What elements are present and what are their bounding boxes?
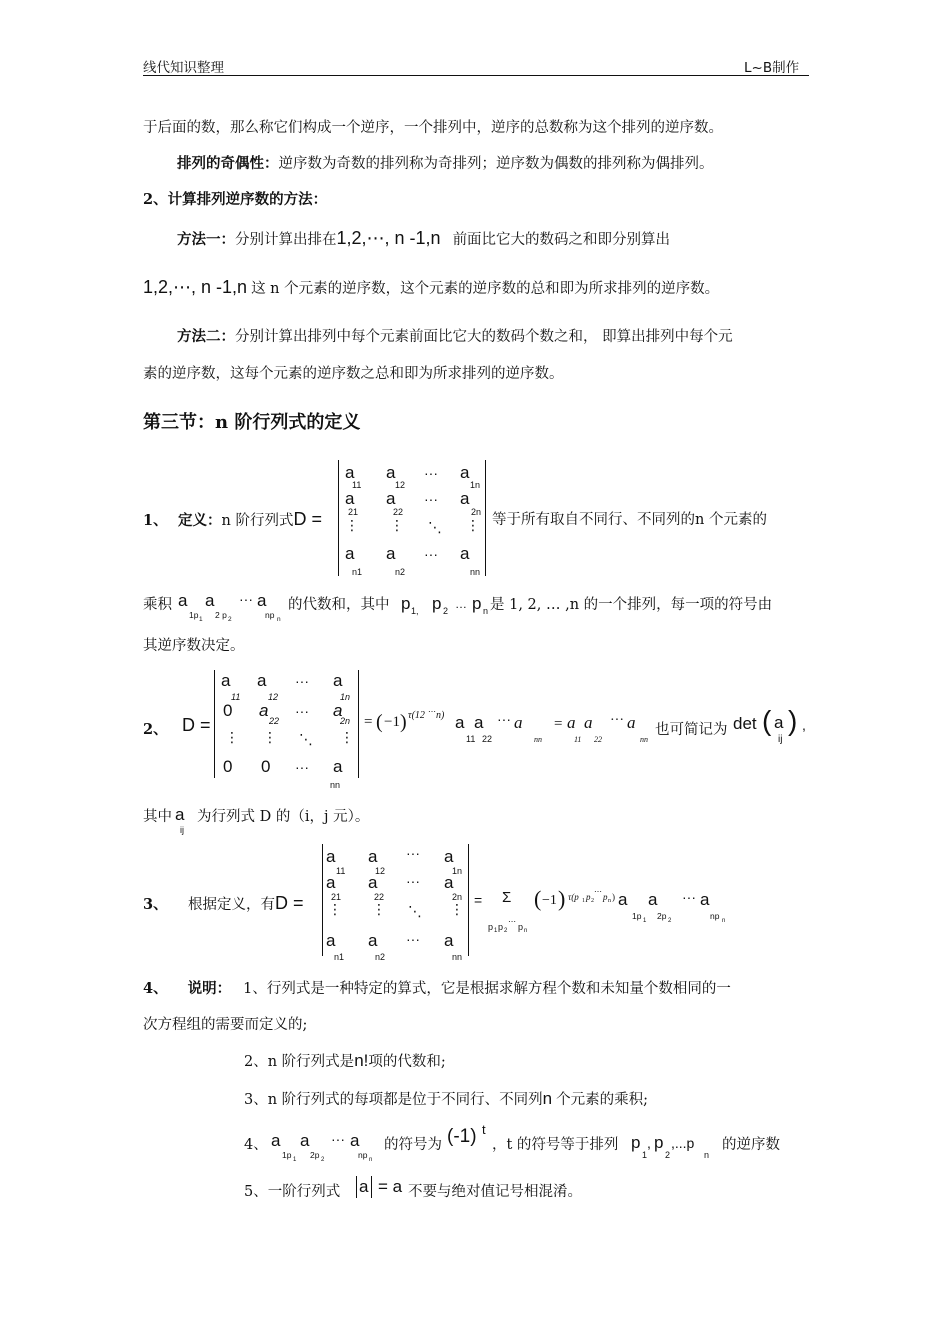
def1-cont3: 是 1, 2, … ,n 的一个排列，每一项的符号由 bbox=[490, 597, 773, 613]
note-1: 1、行列式是一种特定的算式，它是根据求解方程个数和未知量个数相同的一 bbox=[243, 981, 731, 997]
svg-text:τ(p: τ(p bbox=[568, 892, 579, 902]
header-left: 线代知识整理 bbox=[143, 60, 224, 76]
svg-text:1: 1 bbox=[643, 918, 647, 924]
note-2a: 2、n 阶行列式是 bbox=[244, 1054, 355, 1070]
svg-text:2n: 2n bbox=[452, 892, 463, 902]
svg-text:a: a bbox=[326, 873, 336, 892]
svg-text:n: n bbox=[277, 616, 281, 622]
det2-matrix bbox=[215, 668, 365, 792]
svg-text:n2: n2 bbox=[395, 567, 406, 577]
svg-text:a: a bbox=[300, 1131, 310, 1150]
svg-text:···: ··· bbox=[424, 546, 438, 562]
header-right: L~B制作 bbox=[744, 60, 800, 76]
svg-text:a: a bbox=[368, 931, 378, 950]
svg-text:a: a bbox=[333, 757, 343, 776]
abs-left-bar bbox=[356, 1176, 357, 1198]
svg-text:1n: 1n bbox=[470, 480, 481, 490]
svg-text:a: a bbox=[444, 847, 454, 866]
svg-text:1p: 1p bbox=[189, 610, 199, 620]
svg-text:⋮: ⋮ bbox=[340, 729, 354, 745]
svg-text:···: ··· bbox=[239, 591, 253, 607]
svg-text:nn: nn bbox=[452, 952, 463, 962]
svg-text:···: ··· bbox=[424, 491, 438, 507]
svg-text:2p: 2p bbox=[657, 911, 667, 921]
svg-text:a: a bbox=[368, 847, 378, 866]
svg-text:): ) bbox=[612, 892, 615, 902]
def1-D: D = bbox=[293, 509, 322, 529]
parity-text: 逆序数为奇数的排列称为奇排列；逆序数为偶数的排列称为偶排列。 bbox=[278, 156, 714, 172]
def2-also: 也可简记为 bbox=[655, 722, 728, 738]
svg-text:1n: 1n bbox=[340, 692, 351, 702]
svg-text:⋮: ⋮ bbox=[263, 729, 277, 745]
svg-text:p: p bbox=[654, 1133, 664, 1152]
svg-text:11: 11 bbox=[352, 480, 362, 490]
svg-text:a: a bbox=[221, 671, 231, 690]
svg-text:2: 2 bbox=[228, 616, 232, 622]
svg-text:(: ( bbox=[762, 705, 772, 736]
notes-label: 说明： bbox=[187, 980, 232, 997]
svg-text:⋯: ⋯ bbox=[428, 707, 436, 716]
svg-text:p: p bbox=[472, 594, 482, 613]
svg-text:⋯: ⋯ bbox=[508, 917, 516, 926]
note-5a: 5、一阶行列式 bbox=[244, 1184, 341, 1200]
note-3b: n bbox=[542, 1089, 553, 1108]
svg-text:a: a bbox=[627, 713, 636, 732]
svg-text:a: a bbox=[257, 671, 267, 690]
svg-text:a: a bbox=[700, 890, 710, 909]
svg-text:⋯: ⋯ bbox=[594, 887, 602, 896]
svg-text:…: … bbox=[455, 597, 467, 611]
svg-text:a: a bbox=[368, 873, 378, 892]
method-one-label: 方法一： bbox=[177, 231, 235, 248]
svg-text:2: 2 bbox=[321, 1157, 325, 1163]
aij-symbol bbox=[173, 800, 195, 836]
svg-text:,...p: ,...p bbox=[671, 1135, 695, 1151]
svg-text:1: 1 bbox=[642, 1150, 648, 1160]
svg-text:a: a bbox=[345, 463, 355, 482]
svg-text:22: 22 bbox=[374, 892, 385, 902]
svg-text:n: n bbox=[608, 898, 611, 904]
abs-right-bar bbox=[371, 1176, 372, 1198]
svg-text:12: 12 bbox=[375, 866, 386, 876]
note-5c: 不要与绝对值记号相混淆。 bbox=[408, 1184, 582, 1200]
svg-text:1: 1 bbox=[494, 928, 498, 934]
method-one-cont bbox=[143, 277, 719, 298]
svg-text:,: , bbox=[802, 717, 806, 733]
svg-text:a: a bbox=[584, 713, 593, 732]
svg-text:(: ( bbox=[376, 711, 383, 733]
def3-D: D = bbox=[275, 893, 304, 913]
svg-text:⋮: ⋮ bbox=[390, 517, 404, 533]
section-title: 第三节：n 阶行列式的定义 bbox=[143, 412, 361, 433]
svg-text:a: a bbox=[455, 713, 465, 732]
svg-text:⋮: ⋮ bbox=[372, 901, 386, 917]
svg-text:nn: nn bbox=[640, 735, 648, 744]
svg-text:n: n bbox=[704, 1150, 710, 1160]
def1-cont4: 其逆序数决定。 bbox=[143, 638, 245, 654]
def1-cont1: 乘积 bbox=[143, 597, 172, 613]
method-one-cont-math: 1,2,⋯, n -1,n bbox=[143, 277, 248, 297]
svg-text:21: 21 bbox=[331, 892, 342, 902]
svg-text:⋮: ⋮ bbox=[450, 901, 464, 917]
def2-after-line bbox=[143, 805, 172, 826]
note-4-num: 4、 bbox=[244, 1137, 268, 1153]
svg-text:22: 22 bbox=[393, 507, 404, 517]
svg-text:p: p bbox=[401, 594, 411, 613]
svg-text:nn: nn bbox=[534, 735, 542, 744]
svg-text:): ) bbox=[558, 886, 566, 911]
svg-text:p: p bbox=[518, 922, 524, 932]
note-3c: 个元素的乘积; bbox=[556, 1092, 649, 1108]
svg-text:1,: 1, bbox=[411, 606, 419, 616]
svg-text:a: a bbox=[460, 544, 470, 563]
svg-text:2: 2 bbox=[668, 918, 672, 924]
svg-text:=: = bbox=[554, 716, 563, 732]
svg-text:2: 2 bbox=[443, 606, 449, 616]
def2-after: 其中 bbox=[143, 809, 172, 825]
svg-text:np: np bbox=[710, 911, 720, 921]
def3-line bbox=[188, 893, 304, 914]
svg-text:12: 12 bbox=[395, 480, 406, 490]
svg-text:a: a bbox=[774, 713, 784, 732]
svg-text:): ) bbox=[400, 711, 407, 733]
svg-text:2n: 2n bbox=[340, 716, 351, 726]
svg-text:Σ: Σ bbox=[502, 889, 512, 906]
svg-text:np: np bbox=[265, 610, 275, 620]
svg-text:=: = bbox=[364, 714, 373, 730]
svg-text:22: 22 bbox=[482, 734, 493, 744]
svg-text:a: a bbox=[345, 489, 355, 508]
parity-label: 排列的奇偶性： bbox=[177, 155, 279, 172]
def2-expansion bbox=[362, 702, 660, 752]
svg-text:a: a bbox=[259, 701, 269, 720]
svg-text:a: a bbox=[333, 701, 343, 720]
svg-text:⋮: ⋮ bbox=[328, 901, 342, 917]
svg-text:···: ··· bbox=[610, 713, 624, 728]
def2-number: 2、 bbox=[143, 721, 168, 738]
def1-pre: n 阶行列式 bbox=[221, 513, 294, 529]
method-one-line bbox=[177, 228, 670, 249]
svg-text:n: n bbox=[722, 918, 726, 924]
def3-text: 根据定义，有 bbox=[188, 897, 275, 913]
svg-text:,: , bbox=[647, 1135, 651, 1151]
svg-text:a: a bbox=[350, 1131, 360, 1150]
svg-text:n2: n2 bbox=[375, 952, 386, 962]
method-two-cont: 素的逆序数，这每个元素的逆序数之总和即为所求排列的逆序数。 bbox=[143, 366, 564, 382]
svg-text:a: a bbox=[257, 591, 267, 610]
svg-text:1n: 1n bbox=[452, 866, 463, 876]
svg-text:a: a bbox=[175, 805, 185, 824]
notes-number: 4、 bbox=[143, 980, 168, 997]
product-term bbox=[177, 586, 287, 622]
svg-text:22: 22 bbox=[269, 716, 280, 726]
svg-text:p: p bbox=[432, 594, 442, 613]
svg-text:···: ··· bbox=[497, 711, 511, 727]
abs-a: a bbox=[359, 1177, 369, 1196]
method-heading: 2、计算排列逆序数的方法： bbox=[143, 191, 328, 208]
svg-text:11: 11 bbox=[231, 692, 241, 702]
svg-text:1p: 1p bbox=[282, 1150, 292, 1160]
svg-text:a: a bbox=[205, 591, 215, 610]
svg-text:ij: ij bbox=[180, 825, 184, 835]
svg-text:a: a bbox=[386, 489, 396, 508]
svg-text:⋮: ⋮ bbox=[345, 517, 359, 533]
svg-text:0: 0 bbox=[223, 701, 233, 720]
notes-line bbox=[143, 977, 731, 998]
def2-D: D = bbox=[182, 715, 211, 735]
note-1-cont: 次方程组的需要而定义的; bbox=[143, 1017, 308, 1033]
svg-text:nn: nn bbox=[470, 567, 481, 577]
svg-text:11: 11 bbox=[466, 734, 476, 744]
svg-text:n: n bbox=[524, 928, 528, 934]
svg-text:···: ··· bbox=[682, 889, 696, 905]
note-4c: (-1) bbox=[447, 1126, 477, 1147]
svg-text:−1: −1 bbox=[542, 893, 557, 908]
note-3 bbox=[244, 1088, 648, 1109]
svg-text:n: n bbox=[483, 606, 489, 616]
det-aij bbox=[760, 700, 808, 746]
svg-text:a: a bbox=[567, 713, 576, 732]
paragraph-line: 于后面的数，那么称它们构成一个逆序，一个排列中，逆序的总数称为这个排列的逆序数。 bbox=[143, 120, 723, 136]
svg-text:n): n) bbox=[436, 710, 445, 721]
svg-text:1: 1 bbox=[199, 616, 203, 622]
svg-text:···: ··· bbox=[424, 465, 438, 481]
svg-text:n1: n1 bbox=[352, 567, 363, 577]
svg-text:a: a bbox=[386, 544, 396, 563]
svg-text:2: 2 bbox=[504, 928, 508, 934]
svg-text:a: a bbox=[444, 873, 454, 892]
svg-text:a: a bbox=[444, 931, 454, 950]
svg-text:−1: −1 bbox=[384, 714, 400, 730]
svg-text:21: 21 bbox=[348, 507, 359, 517]
method-one-math: 1,2,⋯, n -1,n bbox=[336, 228, 441, 248]
svg-text:): ) bbox=[788, 705, 798, 736]
note-2 bbox=[244, 1050, 446, 1071]
svg-text:(: ( bbox=[534, 886, 542, 911]
def2-det: det bbox=[733, 714, 757, 733]
svg-text:⋮: ⋮ bbox=[225, 729, 239, 745]
svg-text:⋱: ⋱ bbox=[299, 731, 313, 747]
method-one-cont-text: 这 n 个元素的逆序数，这个元素的逆序数的总和即为所求排列的逆序数。 bbox=[251, 281, 720, 297]
note-3a: 3、n 阶行列式的每项都是位于不同行、不同列 bbox=[244, 1092, 543, 1108]
svg-text:n1: n1 bbox=[334, 952, 345, 962]
svg-text:p: p bbox=[586, 892, 591, 902]
note-5 bbox=[244, 1180, 340, 1201]
svg-text:a: a bbox=[618, 890, 628, 909]
svg-text:2 p: 2 p bbox=[215, 610, 227, 620]
svg-text:a: a bbox=[648, 890, 658, 909]
note-2b: n! bbox=[354, 1051, 369, 1070]
svg-text:···: ··· bbox=[406, 873, 420, 889]
svg-text:0: 0 bbox=[223, 757, 233, 776]
svg-text:ij: ij bbox=[778, 734, 783, 745]
svg-text:p: p bbox=[488, 922, 494, 932]
def2-after2: 为行列式 D 的（i，j 元）。 bbox=[197, 809, 370, 825]
svg-text:0: 0 bbox=[261, 757, 271, 776]
parity-line bbox=[177, 152, 714, 173]
def1-cont-line bbox=[143, 593, 172, 614]
svg-text:1: 1 bbox=[293, 1157, 297, 1163]
svg-text:n: n bbox=[369, 1157, 373, 1163]
det3-matrix bbox=[322, 842, 472, 966]
svg-text:nn: nn bbox=[330, 780, 341, 790]
svg-text:⋮: ⋮ bbox=[466, 517, 480, 533]
svg-text:···: ··· bbox=[406, 845, 420, 861]
svg-text:22: 22 bbox=[594, 735, 602, 744]
svg-text:a: a bbox=[474, 713, 484, 732]
note-4-product bbox=[270, 1124, 378, 1164]
svg-text:⋱: ⋱ bbox=[428, 519, 442, 535]
svg-text:p: p bbox=[498, 922, 504, 932]
det1-matrix bbox=[338, 458, 488, 580]
def1-post: 等于所有取自不同行、不同列的n 个元素的 bbox=[492, 512, 767, 528]
svg-text:2: 2 bbox=[591, 898, 594, 904]
note-4f: 的逆序数 bbox=[722, 1137, 780, 1153]
svg-text:2: 2 bbox=[665, 1150, 671, 1160]
svg-text:12: 12 bbox=[268, 692, 279, 702]
svg-text:τ(12: τ(12 bbox=[408, 710, 425, 721]
svg-text:···: ··· bbox=[406, 931, 420, 947]
svg-text:a: a bbox=[386, 463, 396, 482]
def1-label: 定义： bbox=[178, 512, 222, 529]
method-two-text: 分别计算出排列中每个元素前面比它大的数码个数之和， 即算出排列中每个元 bbox=[235, 329, 733, 345]
method-two-label: 方法二： bbox=[177, 328, 235, 345]
svg-text:p: p bbox=[603, 892, 608, 902]
note-5b: = a bbox=[378, 1177, 403, 1196]
note-2c: 项的代数和; bbox=[368, 1054, 446, 1070]
svg-text:···: ··· bbox=[295, 703, 309, 719]
svg-text:a: a bbox=[326, 847, 336, 866]
def3-expansion bbox=[472, 872, 742, 940]
method-one-text2: 前面比它大的数码之和即分别算出 bbox=[452, 232, 671, 248]
svg-text:a: a bbox=[178, 591, 188, 610]
def3-number: 3、 bbox=[143, 896, 168, 913]
method-two-line bbox=[177, 325, 733, 346]
svg-text:a: a bbox=[460, 489, 470, 508]
def1-number: 1、 bbox=[143, 512, 168, 529]
svg-text:a: a bbox=[514, 713, 523, 732]
svg-text:1: 1 bbox=[582, 898, 585, 904]
header-rule bbox=[143, 75, 809, 76]
svg-text:···: ··· bbox=[295, 759, 309, 775]
svg-text:=: = bbox=[474, 892, 483, 908]
svg-text:np: np bbox=[358, 1150, 368, 1160]
note-4b: 的符号为 bbox=[384, 1137, 442, 1153]
svg-text:11: 11 bbox=[574, 735, 582, 744]
svg-text:2n: 2n bbox=[471, 507, 482, 517]
svg-text:1p: 1p bbox=[632, 911, 642, 921]
svg-text:a: a bbox=[460, 463, 470, 482]
svg-text:a: a bbox=[333, 671, 343, 690]
svg-text:a: a bbox=[271, 1131, 281, 1150]
note-4d: t bbox=[482, 1122, 486, 1137]
svg-text:···: ··· bbox=[295, 673, 309, 689]
svg-text:⋱: ⋱ bbox=[408, 903, 422, 919]
svg-text:a: a bbox=[345, 544, 355, 563]
def1-cont2: 的代数和，其中 bbox=[288, 597, 390, 613]
method-one-text: 分别计算出排在 bbox=[235, 232, 337, 248]
svg-text:···: ··· bbox=[331, 1131, 345, 1147]
note-4e: ，t 的符号等于排列 bbox=[492, 1137, 619, 1153]
svg-text:a: a bbox=[326, 931, 336, 950]
def1-text bbox=[178, 509, 322, 530]
svg-text:p: p bbox=[631, 1133, 641, 1152]
svg-text:11: 11 bbox=[336, 866, 346, 876]
svg-text:2p: 2p bbox=[310, 1150, 320, 1160]
note-4-perm bbox=[630, 1128, 722, 1164]
